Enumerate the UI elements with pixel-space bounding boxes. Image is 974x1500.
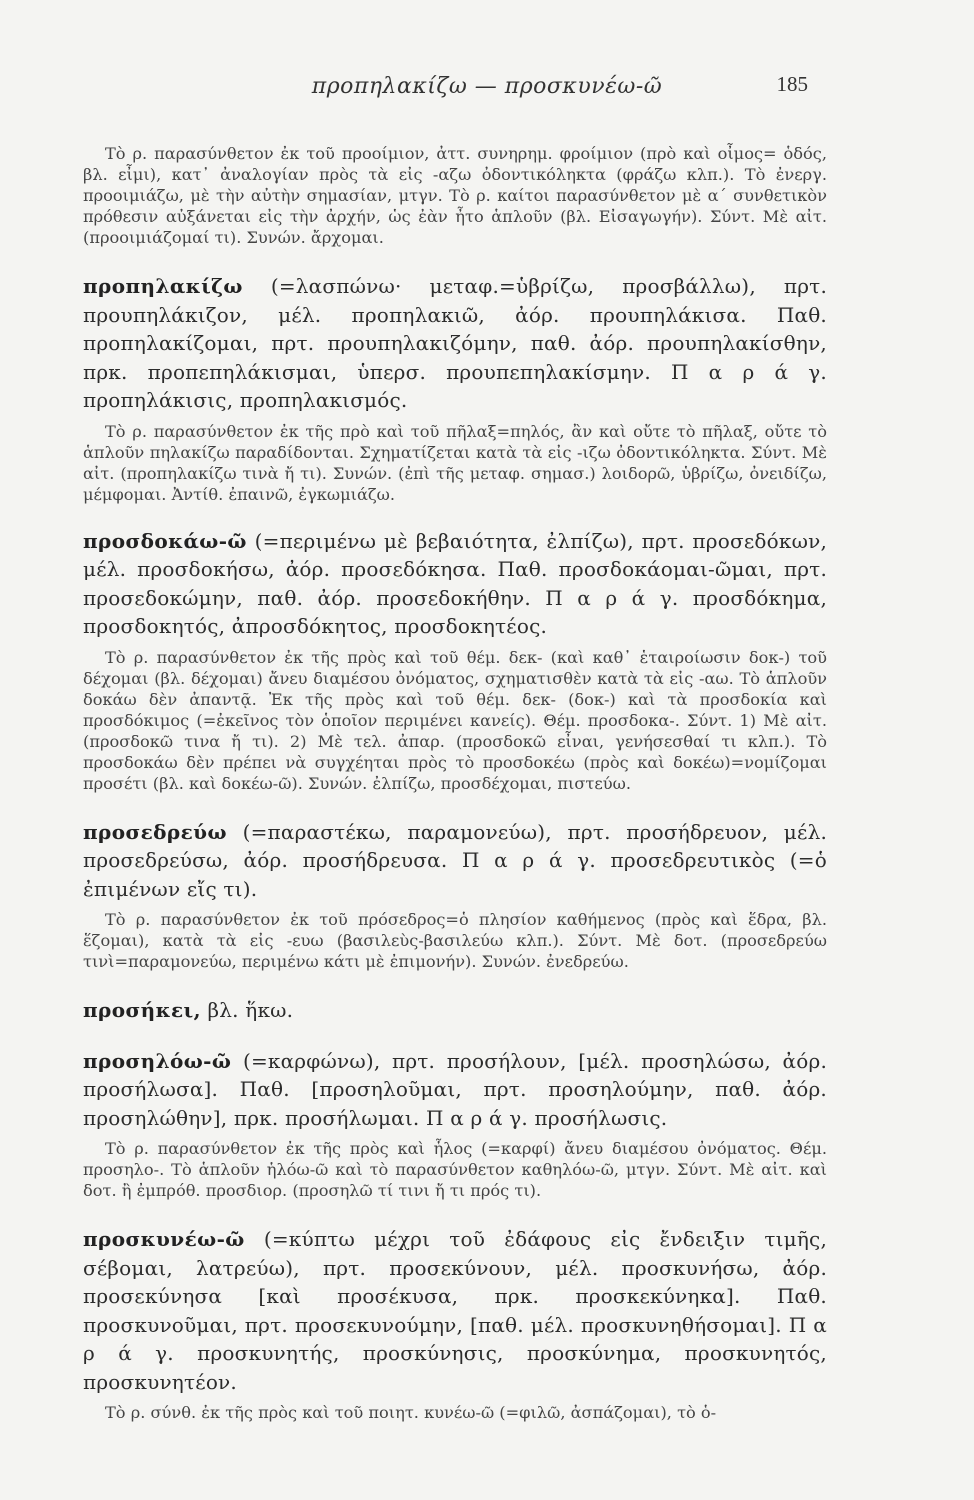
page-content bbox=[83, 143, 827, 1423]
entry-definition: (=περιμένω μὲ βεβαιότητα, ἐλπίζω), πρτ. προσεδόκων, μέλ. προσδοκήσω, ἀόρ. προσεδόκησα. Παθ. προσδοκάομαι-ῶμαι, πρτ. προσεδοκώμην, παθ. ἀόρ. προσεδοκήθην. Π α ρ ά γ. προσδόκημα, προσδοκητός, ἀπροσδόκητος, προσδοκητέος. bbox=[83, 528, 827, 638]
entry-etymology-note: Τὸ ρ. σύνθ. ἐκ τῆς πρὸς καὶ τοῦ ποιητ. κυνέω-ῶ (=φιλῶ, ἀσπάζομαι), τὸ ὁ- bbox=[105, 1403, 717, 1422]
page-number: 185 bbox=[776, 72, 808, 96]
entry-headword: προσηλόω-ῶ bbox=[83, 1048, 232, 1073]
entry-definition: (=κύπτω μέχρι τοῦ ἐδάφους εἰς ἔνδειξιν τιμῆς, σέβομαι, λατρεύω), πρτ. προσεκύνουν, μέλ. προσκυνήσω, ἀόρ. προσεκύνησα [καὶ προσέκυσα, πρκ. προσκεκύνηκα]. Παθ. προσκυνοῦμαι, πρτ. προσεκυνούμην, [παθ. μέλ. προσκυνηθήσομαι]. Π α ρ ά γ. προσκυνητής, προσκύνησις, προσκύνημα, προσκυνητός, προσκυνητέον. bbox=[83, 1227, 828, 1394]
page-header bbox=[0, 72, 974, 102]
entry-proskyneo bbox=[83, 1225, 827, 1396]
entry-headword: προσήκει, bbox=[83, 998, 201, 1022]
entry-prosiloo bbox=[83, 1047, 827, 1133]
entry-prosdokao bbox=[83, 527, 827, 641]
entry-headword: προσεδρεύω bbox=[83, 819, 227, 844]
entry-definition: (=καρφώνω), πρτ. προσήλουν, [μέλ. προσηλώσω, ἀόρ. προσήλωσα]. Παθ. [προσηλοῦμαι, πρτ. προσηλούμην, παθ. ἀόρ. προσηλώθην], πρκ. προσήλωμαι. Π α ρ ά γ. προσήλωσις. bbox=[83, 1048, 828, 1130]
entry-headword: προσκυνέω-ῶ bbox=[83, 1227, 245, 1251]
entry-etymology-note: Τὸ ρ. παρασύνθετον ἐκ τῆς πρὸ καὶ τοῦ πῆλαξ=πηλός, ἂν καὶ οὔτε τὸ πῆλαξ, οὔτε τὸ ἁπλοῦν πηλακίζω παραδίδονται. Σχηματίζεται κατὰ τὰ εἰς -ιζω ὀδοντικόληκτα. Σύντ. Μὲ αἰτ. (προπηλακίζω τινὰ ἤ τι). Συνών. (ἐπὶ τῆς μεταφ. σημασ.) λοιδορῶ, ὑβρίζω, ὀνειδίζω, μέμφομαι. Ἀντίθ. ἐπαινῶ, ἐγκωμιάζω. bbox=[83, 421, 827, 504]
running-title: προπηλακίζω — προσκυνέω-ῶ bbox=[311, 74, 663, 99]
entry-headword: προπηλακίζω bbox=[83, 274, 243, 298]
entry-etymology-note: Τὸ ρ. παρασύνθετον ἐκ τῆς πρὸς καὶ τοῦ θέμ. δεκ- (καὶ καθ᾽ ἑταιροίωσιν δοκ-) τοῦ δέχομαι (βλ. δέχομαι) ἄνευ διαμέσου ὀνόματος, σχηματισθὲν κατὰ τὰ εἰς -αω. Τὸ ἁπλοῦν δοκάω δὲν ἀπαντᾷ. Ἐκ τῆς πρὸς καὶ τοῦ θέμ. δεκ- (δοκ-) καὶ τὰ προσδοκία καὶ προσδόκιμος (=ἐκεῖνος τὸν ὁποῖον περιμένει κανείς). Θέμ. προσδοκα-. Σύντ. 1) Μὲ αἰτ. (προσδοκῶ τινα ἤ τι). 2) Μὲ τελ. ἀπαρ. (προσδοκῶ εἶναι, γενήσεσθαί τι κλπ.). Τὸ προσδοκάω δὲν πρέπει νὰ συγχέηται πρὸς τὸ προσδοκέω (πρὸς καὶ δοκέω)=νομίζομαι προσέτι (βλ. καὶ δοκέω-ῶ). Συνών. ἐλπίζω, προσδέχομαι, πιστεύω. bbox=[83, 647, 827, 793]
entry-definition: (=παραστέκω, παραμονεύω), πρτ. προσήδρευον, μέλ. προσεδρεύσω, ἀόρ. προσήδρευσα. Π α ρ ά γ. προσεδρευτικὸς (=ὁ ἐπιμένων εἴς τι). bbox=[83, 819, 827, 901]
entry-definition: (=λασπώνω· μεταφ.=ὑβρίζω, προσβάλλω), πρτ. προυπηλάκιζον, μέλ. προπηλακιῶ, ἀόρ. προυπηλάκισα. Παθ. προπηλακίζομαι, πρτ. προυπηλακιζόμην, παθ. ἀόρ. προυπηλακίσθην, πρκ. προπεπηλάκισμαι, ὑπερσ. προυπεπηλακίσμην. Π α ρ ά γ. προπηλάκισις, προπηλακισμός. bbox=[83, 274, 827, 412]
entry-etymology-note: Τὸ ρ. παρασύνθετον ἐκ τοῦ πρόσεδρος=ὁ πλησίον καθήμενος (πρὸς καὶ ἕδρα, βλ. ἕζομαι), κατὰ τὰ εἰς -ευω (βασιλεὺς-βασιλεύω κλπ.). Σύντ. Μὲ δοτ. (προσεδρεύω τινὶ=παραμονεύω, περιμένω κάτι μὲ ἐπιμονήν). Συνών. ἐνεδρεύω. bbox=[83, 910, 827, 971]
entry-propilakizo bbox=[83, 272, 827, 415]
intro-etymology-note: Τὸ ρ. παρασύνθετον ἐκ τοῦ προοίμιον, ἀττ. συνηρημ. φροίμιον (πρὸ καὶ οἶμος= ὁδός, βλ. εἶμι), κατ᾽ ἀναλογίαν πρὸς τὰ εἰς -αζω ὀδοντικόληκτα (φράζω κλπ.). Τὸ ἐνεργ. προοιμιάζω, μὲ τὴν αὐτὴν σημασίαν, μτγν. Τὸ ρ. καίτοι παρασύνθετον μὲ α΄ συνθετικὸν πρόθεσιν αὐξάνεται εἰς τὴν ἀρχήν, ὡς ἐὰν ἦτο ἁπλοῦν (βλ. Εἰσαγωγήν). Σύντ. Μὲ αἰτ. (προοιμιάζομαί τι). Συνών. ἄρχομαι. bbox=[83, 144, 827, 247]
entry-prosedreuo bbox=[83, 818, 827, 904]
entry-definition: βλ. ἥκω. bbox=[207, 998, 294, 1022]
entry-etymology-note: Τὸ ρ. παρασύνθετον ἐκ τῆς πρὸς καὶ ἧλος (=καρφί) ἄνευ διαμέσου ὀνόματος. Θέμ. προσηλο-. Τὸ ἁπλοῦν ἡλόω-ῶ καὶ τὸ παρασύνθετον καθηλόω-ῶ, μτγν. Σύντ. Μὲ αἰτ. καὶ δοτ. ἢ ἐμπρόθ. προσδιορ. (προσηλῶ τί τινι ἤ τι πρός τι). bbox=[83, 1139, 827, 1200]
entry-headword: προσδοκάω-ῶ bbox=[83, 528, 247, 553]
entry-prosikei bbox=[83, 996, 827, 1025]
